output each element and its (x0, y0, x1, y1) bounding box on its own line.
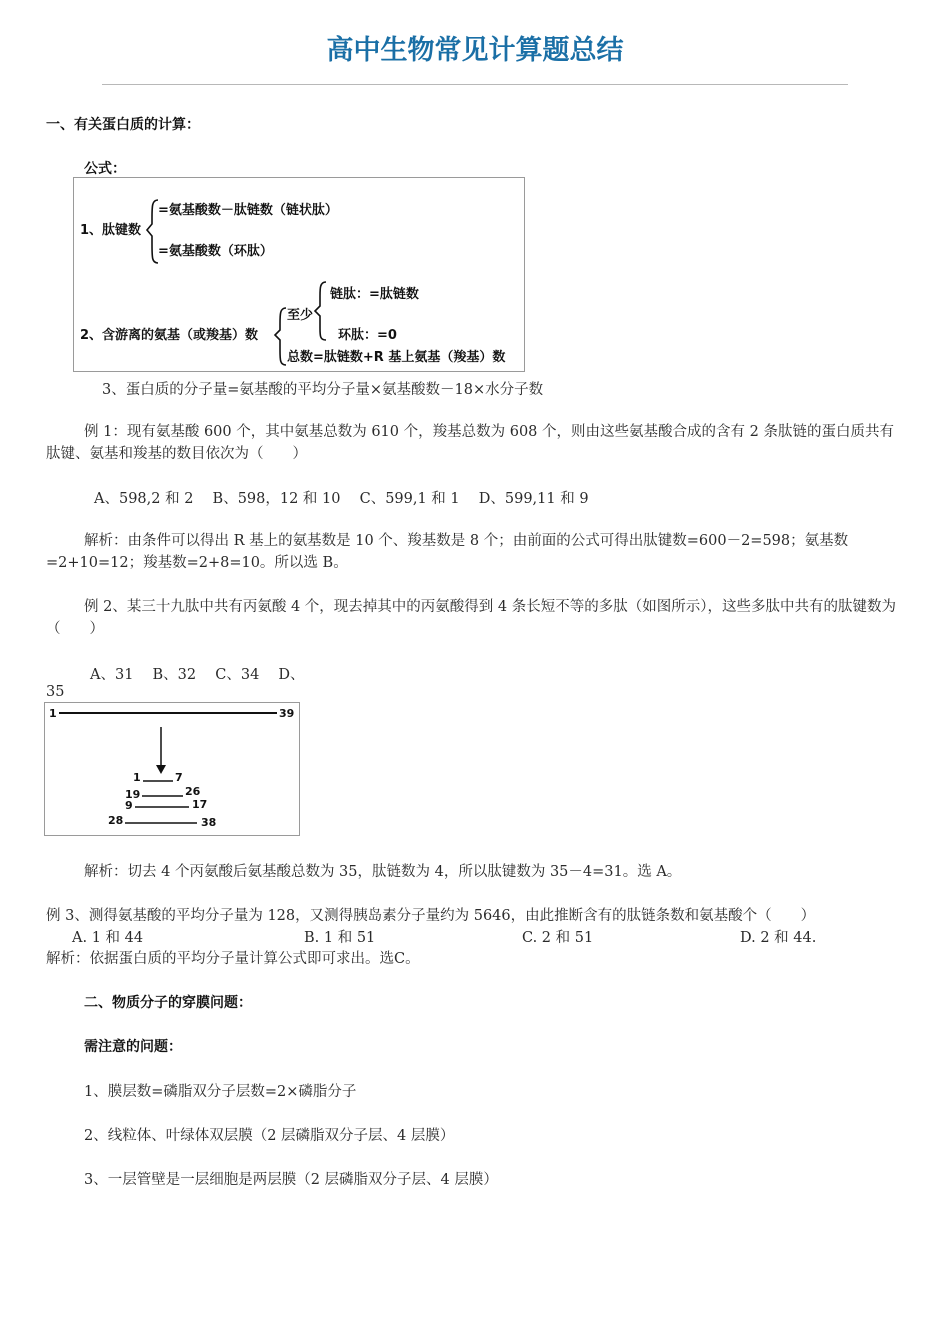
segment-3-end: 17 (192, 798, 208, 811)
peptide-bond-ring: =氨基酸数（环肽） (158, 244, 273, 259)
example-2: 例 2、某三十九肽中共有丙氨酸 4 个，现去掉其中的丙氨酸得到 4 条长短不等的多肽（如图所示），这些多肽中共有的肽键数为（ ） (46, 599, 896, 637)
formula-item-3: 3、蛋白质的分子量=氨基酸的平均分子量×氨基酸数－18×水分子数 (102, 382, 544, 398)
page-title: 高中生物常见计算题总结 (326, 35, 624, 66)
least-label: 至少 (287, 308, 314, 323)
peptide-cut-diagram (44, 702, 300, 836)
section1-heading: 一、有关蛋白质的计算： (46, 117, 200, 133)
brace-1 (147, 200, 158, 263)
formula-label: 公式： (84, 161, 126, 177)
down-arrow-icon (156, 765, 166, 774)
example-1-options: A、598,2 和 2 B、598，12 和 10 C、599,1 和 1 D、599,11 和 9 (94, 491, 589, 507)
formula-diagram (73, 177, 525, 372)
example-1-answer: 解析：由条件可以得出 R 基上的氨基数是 10 个、羧基数是 8 个；由前面的公式可得出肽键数=600－2=598；氨基数=2+10=12；羧基数=2+8=10。所以选 B。 (46, 533, 849, 571)
example-1: 例 1：现有氨基酸 600 个，其中氨基总数为 610 个，羧基总数为 608 个，则由这些氨基酸合成的含有 2 条肽链的蛋白质共有肽键、氨基和羧基的数目依次为（ ） (46, 424, 894, 462)
example-3-option-b: B. 1 和 51 (304, 930, 376, 946)
title-divider (102, 84, 848, 85)
example-2-answer: 解析：切去 4 个丙氨酸后氨基酸总数为 35，肽链数为 4，所以肽键数为 35－4=31。选 A。 (84, 864, 682, 880)
formula-diagram-svg (74, 178, 524, 371)
example-3-option-c: C. 2 和 51 (522, 930, 594, 946)
chain-peptide-rule: 链肽：=肽链数 (330, 287, 419, 302)
membrane-point-2: 2、线粒体、叶绿体双层膜（2 层磷脂双分子层、4 层膜） (84, 1128, 455, 1144)
segment-4-start: 28 (108, 814, 124, 827)
example-3-option-a: A. 1 和 44 (72, 930, 144, 946)
segment-4-end: 38 (201, 816, 217, 829)
segment-2-end: 26 (185, 785, 201, 798)
peptide-bond-label: 1、肽键数 (80, 223, 142, 238)
chain-end-label: 39 (279, 707, 295, 720)
example-3-option-d: D. 2 和 44. (740, 930, 817, 946)
free-amino-label: 2、含游离的氨基（或羧基）数 (80, 328, 259, 343)
membrane-point-1: 1、膜层数=磷脂双分子层数=2×磷脂分子 (84, 1084, 357, 1100)
membrane-point-3: 3、一层管壁是一层细胞是两层膜（2 层磷脂双分子层、4 层膜） (84, 1172, 498, 1188)
chain-start-label: 1 (49, 707, 57, 720)
ring-peptide-rule: 环肽：=0 (338, 328, 397, 343)
example-2-options: A、31 B、32 C、34 D、 (90, 667, 305, 683)
example-3-answer: 解析：依据蛋白质的平均分子量计算公式即可求出。选C。 (46, 951, 420, 967)
segment-2-start: 19 (125, 788, 141, 801)
segment-3-start: 9 (125, 799, 133, 812)
peptide-cut-diagram-svg (45, 703, 299, 835)
section2-heading: 二、物质分子的穿膜问题： (84, 995, 252, 1011)
example-3: 例 3、测得氨基酸的平均分子量为 128，又测得胰岛素分子量约为 5646，由此推断含有的肽链条数和氨基酸个（ ） (46, 908, 816, 924)
brace-3 (315, 282, 326, 340)
peptide-bond-chain: =氨基酸数－肽链数（链状肽） (158, 203, 338, 218)
segment-1-end: 7 (175, 771, 183, 784)
note-heading: 需注意的问题： (84, 1039, 182, 1055)
segment-1-start: 1 (133, 771, 141, 784)
total-rule: 总数=肽链数+R 基上氨基（羧基）数 (287, 350, 506, 365)
brace-2 (275, 308, 286, 365)
example-2-option-d-value: 35 (46, 684, 65, 700)
